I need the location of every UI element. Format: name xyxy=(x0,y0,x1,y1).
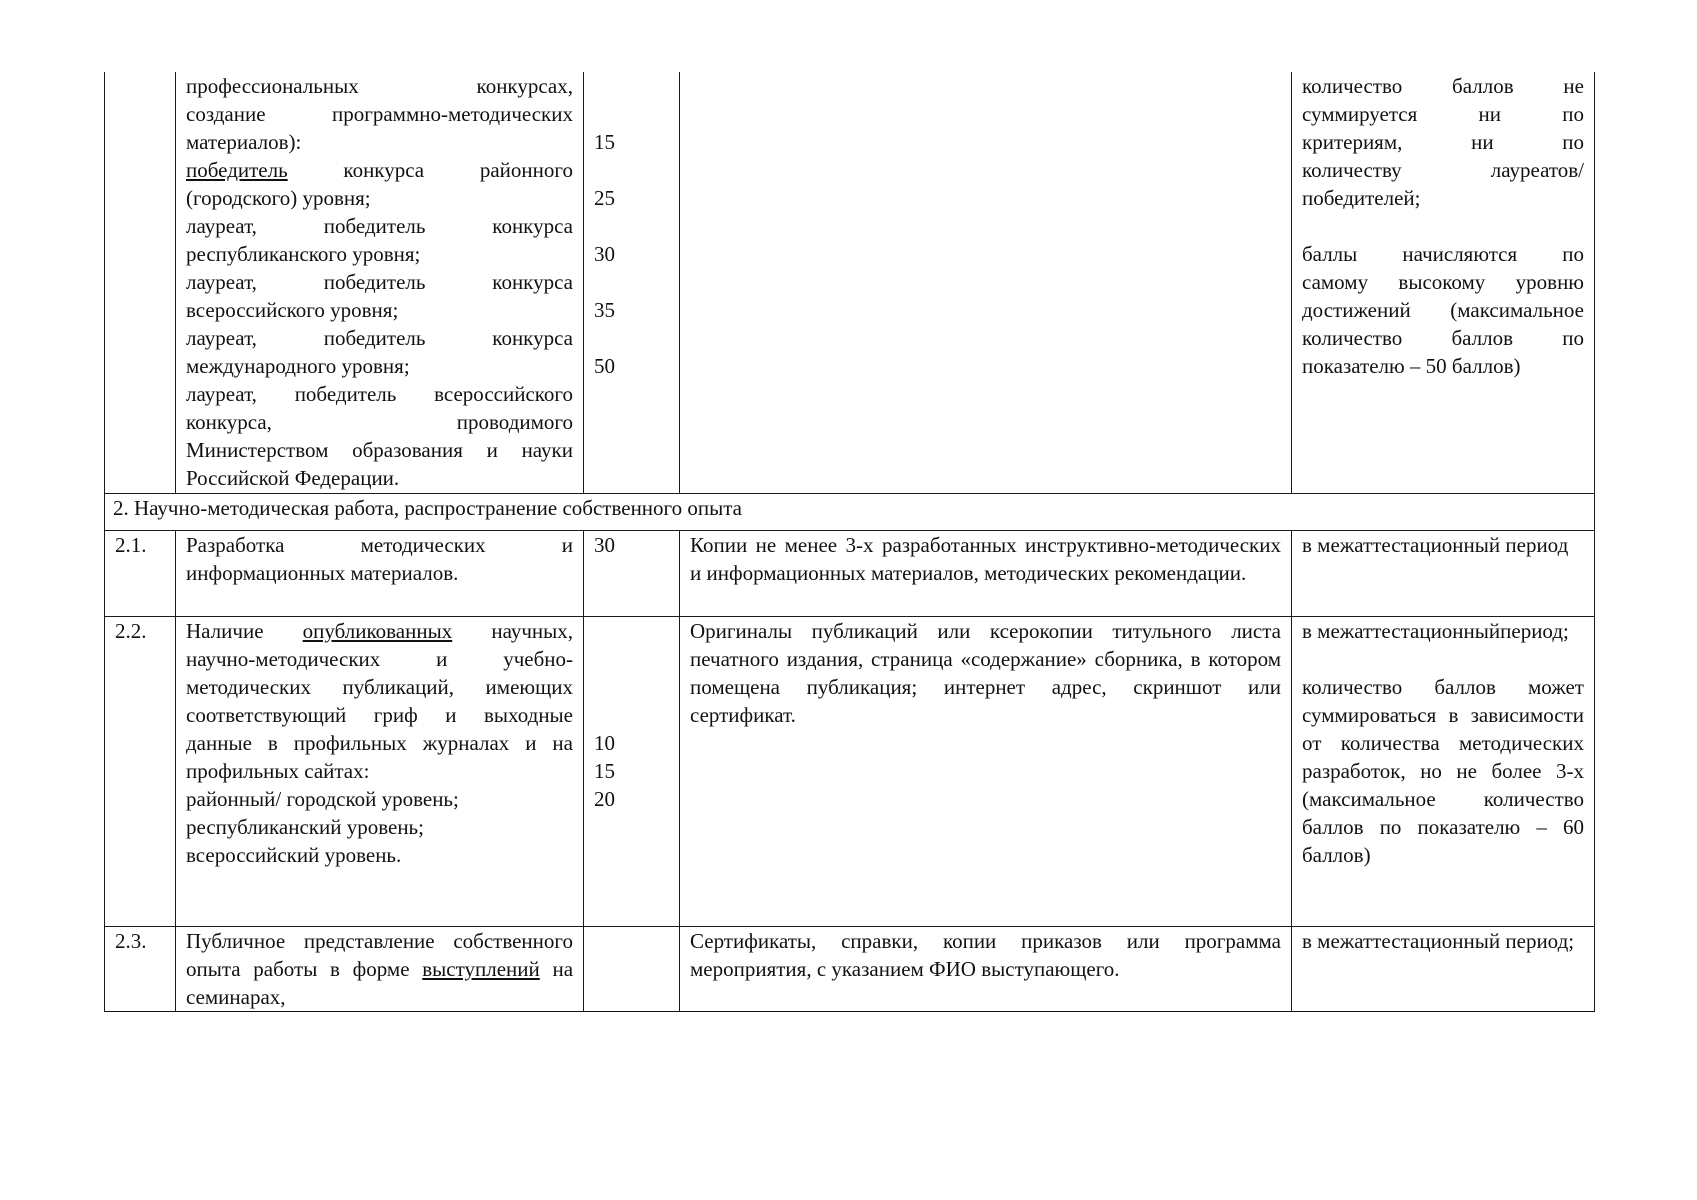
note-cell xyxy=(1292,616,1595,926)
criteria-line: Министерством образования и науки xyxy=(186,438,573,462)
criteria-table xyxy=(104,72,1595,1012)
level-item: районный/ городской уровень; xyxy=(186,786,459,811)
note-line: самому высокому уровню xyxy=(1302,270,1584,294)
docs-cell: Оригиналы публикаций или ксерокопии титульного листа печатного издания, страница «содержание» сборника, в котором помещена публикация; интернет адрес, скриншот или сертификат. xyxy=(680,616,1292,926)
note-line: количеству лауреатов/ xyxy=(1302,158,1584,182)
note-line: показателю – 50 баллов) xyxy=(1302,354,1521,378)
section-title: 2. Научно-методическая работа, распространение собственного опыта xyxy=(105,493,1595,530)
docs-cell: Копии не менее 3-х разработанных инструктивно-методических и информационных материалов, методических рекомендации. xyxy=(680,530,1292,616)
num-cell: 2.3. xyxy=(105,926,176,1011)
note-line: критериям, ни по xyxy=(1302,130,1584,154)
table-row xyxy=(105,616,1595,926)
docs-cell: Сертификаты, справки, копии приказов или программа мероприятия, с указанием ФИО выступающего. xyxy=(680,926,1292,1011)
table-row xyxy=(105,72,1595,493)
criteria-line: республиканского уровня; xyxy=(186,242,421,266)
criteria-line: материалов): xyxy=(186,130,302,154)
score-value: 15 xyxy=(594,758,615,783)
score-value: 50 xyxy=(594,354,615,378)
note-cell: в межаттестационный период; xyxy=(1292,926,1595,1011)
criteria-line: лауреат, победитель всероссийского xyxy=(186,382,573,406)
note-cell xyxy=(1292,72,1595,493)
num-cell: 2.1. xyxy=(105,530,176,616)
note-text: в межаттестационныйпериод; xyxy=(1302,618,1569,643)
score-cell: 30 xyxy=(584,530,680,616)
criteria-cell: Публичное представление собственного опыта работы в форме выступлений на семинарах, xyxy=(176,926,584,1011)
criteria-line: профессиональных конкурсах, xyxy=(186,74,573,98)
criteria-line: конкурса, проводимого xyxy=(186,410,573,434)
criteria-line: Российской Федерации. xyxy=(186,466,400,490)
criteria-line: лауреат, победитель конкурса xyxy=(186,214,573,238)
level-item: республиканский уровень; xyxy=(186,814,424,839)
score-value: 15 xyxy=(594,130,615,154)
criteria-line: международного уровня; xyxy=(186,354,410,378)
criteria-line: лауреат, победитель конкурса xyxy=(186,326,573,350)
score-value: 20 xyxy=(594,786,615,811)
note-cell: в межаттестационный период xyxy=(1292,530,1595,616)
criteria-cell: Разработка методических и информационных материалов. xyxy=(176,530,584,616)
score-cell xyxy=(584,616,680,926)
criteria-line: победитель конкурса районного xyxy=(186,158,573,182)
note-line: количество баллов по xyxy=(1302,326,1584,350)
criteria-cell xyxy=(176,616,584,926)
score-value: 30 xyxy=(594,242,615,266)
docs-cell xyxy=(680,72,1292,493)
note-line: суммируется ни по xyxy=(1302,102,1584,126)
criteria-text: Наличие опубликованных научных, научно-методических и учебно-методических публикаций, имеющих соответствующий гриф и выходные данные в профильных журналах и на профильных сайтах: xyxy=(186,618,574,783)
criteria-cell xyxy=(176,72,584,493)
num-cell xyxy=(105,72,176,493)
criteria-line: (городского) уровня; xyxy=(186,186,371,210)
criteria-line: лауреат, победитель конкурса xyxy=(186,270,573,294)
score-value: 25 xyxy=(594,186,615,210)
level-item: всероссийский уровень. xyxy=(186,842,402,867)
criteria-line: всероссийского уровня; xyxy=(186,298,399,322)
note-line: количество баллов не xyxy=(1302,74,1584,98)
score-cell xyxy=(584,72,680,493)
note-line: достижений (максимальное xyxy=(1302,298,1584,322)
score-value: 10 xyxy=(594,730,615,755)
section-row xyxy=(105,493,1595,530)
criteria-line: создание программно-методических xyxy=(186,102,573,126)
num-cell: 2.2. xyxy=(105,616,176,926)
note-line: победителей; xyxy=(1302,186,1421,210)
note-line: баллы начисляются по xyxy=(1302,242,1584,266)
table-row xyxy=(105,530,1595,616)
note-text: количество баллов может суммироваться в зависимости от количества методических разработок, но не более 3-х (максимальное количество баллов по показателю – 60 баллов) xyxy=(1302,674,1584,867)
table-row xyxy=(105,926,1595,1011)
score-cell xyxy=(584,926,680,1011)
score-value: 35 xyxy=(594,298,615,322)
